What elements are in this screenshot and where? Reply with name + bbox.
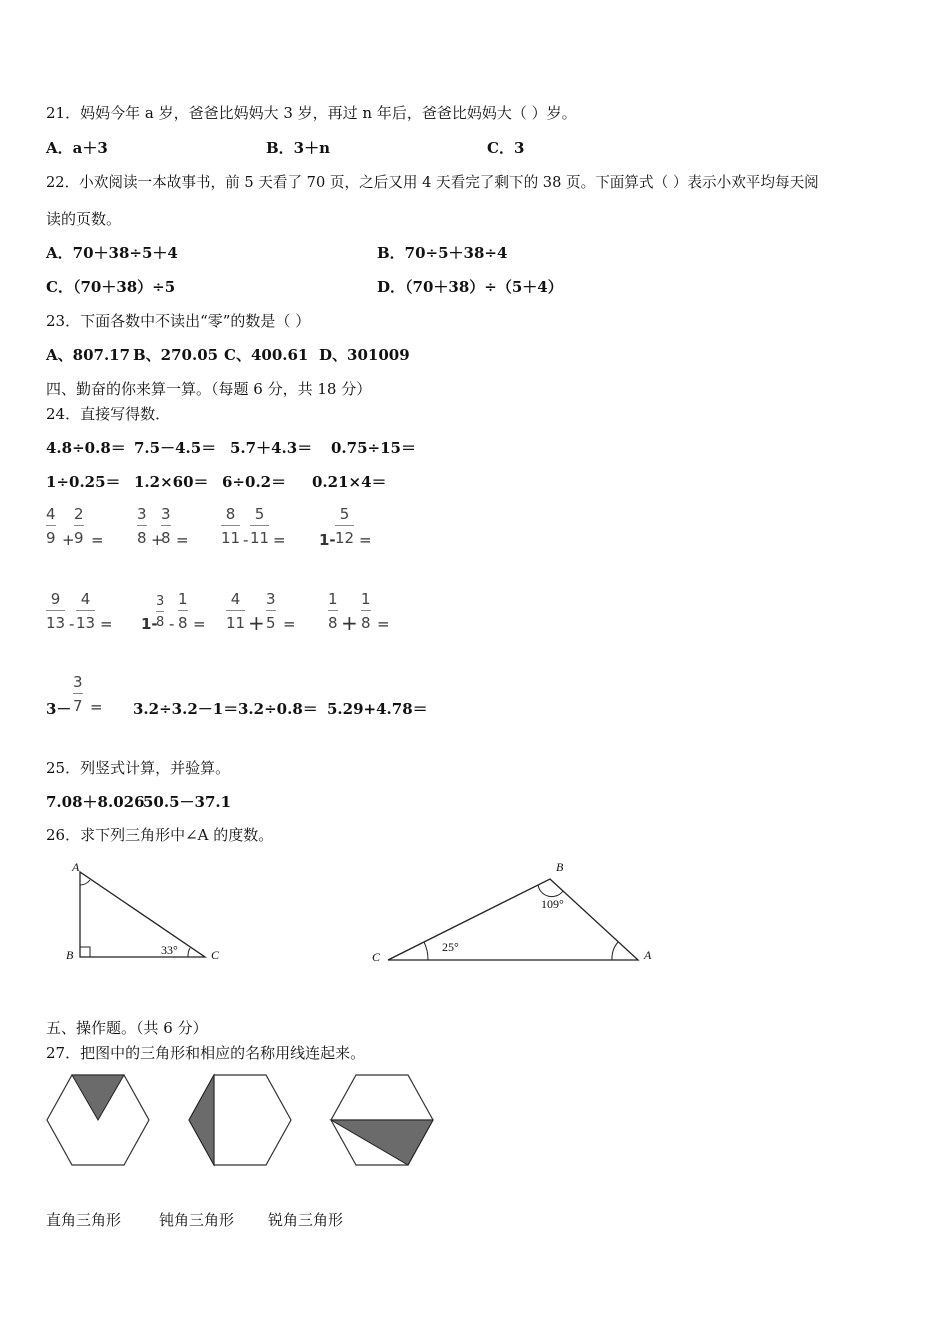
q21-option-b: B．3＋n [266,139,331,157]
fraction: 3 8 [156,594,165,630]
q25-title: 25．列竖式计算，并验算。 [46,759,231,777]
q22-option-b: B．70÷5＋38÷4 [377,244,508,262]
q24-title: 24．直接写得数． [46,405,171,423]
vertex-label-a: A [72,860,80,874]
vertex-label-b: B [556,860,564,874]
q24-row3-item2: 3.2÷3.2－1＝ [133,700,239,718]
q21-option-c: C．3 [487,139,525,157]
fraction: 3 8 [137,505,147,547]
q27-title: 27．把图中的三角形和相应的名称用线连起来。 [46,1044,366,1062]
right-triangle-drawing [60,858,230,968]
obtuse-triangle-drawing [370,858,660,968]
q22-option-c: C．（70＋38）÷5 [46,278,176,296]
vertex-label-b: B [66,948,74,962]
hexagon-figure-3 [329,1073,435,1167]
q22-option-a: A．70＋38÷5＋4 [46,244,178,262]
q24-row3-item3: 3.2÷0.8＝ [238,700,318,718]
q24-row2-item3: 6÷0.2＝ [222,473,287,491]
triangle-name-obtuse: 钝角三角形 [159,1211,235,1229]
q23-option-d: D、301009 [319,346,410,364]
q23-option-b: B、270.05 [133,346,219,364]
q24-row2-item4: 0.21×4＝ [312,473,387,491]
triangle-figure-1 [60,858,230,968]
hexagon-figure-1 [45,1073,151,1167]
fraction: 1 8 [328,590,338,632]
q24-row1-item1: 4.8÷0.8＝ [46,439,126,457]
triangle-name-right: 直角三角形 [46,1211,122,1229]
q24-row1-item2: 7.5－4.5＝ [134,439,217,457]
hexagon-figure-2 [187,1073,293,1167]
fraction: 2 9 [74,505,84,547]
triangle-name-acute: 锐角三角形 [268,1211,344,1229]
angle-label: 33° [161,943,178,957]
fraction: 8 11 [221,505,241,547]
fraction: 1 8 [361,590,371,632]
fraction: 3 5 [266,590,276,632]
vertex-label-a: A [644,948,652,962]
vertex-label-c: C [211,948,220,962]
hexagon-drawing [187,1073,293,1167]
section-4-heading: 四、勤奋的你来算一算。（每题 6 分，共 18 分） [46,380,372,398]
q25-expr2: 50.5－37.1 [143,793,232,811]
q26-title: 26．求下列三角形中∠A 的度数。 [46,826,274,844]
section-5-heading: 五、操作题。（共 6 分） [46,1019,208,1037]
q22-text-line1: 22．小欢阅读一本故事书，前 5 天看了 70 页，之后又用 4 天看完了剩下的 38 页。下面算式（ ）表示小欢平均每天阅 [46,174,819,191]
q24-row2-item2: 1.2×60＝ [134,473,209,491]
triangle-figure-2 [370,858,660,968]
q23-option-a: A、807.17 [46,346,131,364]
q22-text-line2: 读的页数。 [46,210,122,228]
hexagon-drawing [45,1073,151,1167]
fraction: 5 12 [335,505,355,547]
fraction: 3 8 [161,505,171,547]
fraction: 4 9 [46,505,56,547]
fraction: 4 11 [226,590,246,632]
q22-option-d: D．（70＋38）÷（5＋4） [377,278,563,296]
vertex-label-c: C [372,950,381,964]
fraction: 3 7 [73,673,83,715]
q24-row3-item4: 5.29+4.78＝ [327,700,428,718]
fraction: 1 8 [178,590,188,632]
q21-text: 21．妈妈今年 a 岁，爸爸比妈妈大 3 岁，再过 n 年后，爸爸比妈妈大（ ）岁。 [46,104,577,122]
fraction: 5 11 [250,505,270,547]
q24-row1-item3: 5.7＋4.3＝ [230,439,313,457]
q24-row2-item1: 1÷0.25＝ [46,473,121,491]
q23-text: 23．下面各数中不读出“零”的数是（ ） [46,312,311,330]
hexagon-drawing [329,1073,435,1167]
angle-label-c: 25° [442,940,459,954]
q23-option-c: C、400.61 [224,346,309,364]
angle-label-b: 109° [541,897,564,911]
fraction: 9 13 [46,590,66,632]
q25-expr1: 7.08＋8.026 [46,793,145,811]
q21-option-a: A．a＋3 [46,139,108,157]
fraction: 4 13 [76,590,96,632]
q24-row1-item4: 0.75÷15＝ [331,439,416,457]
